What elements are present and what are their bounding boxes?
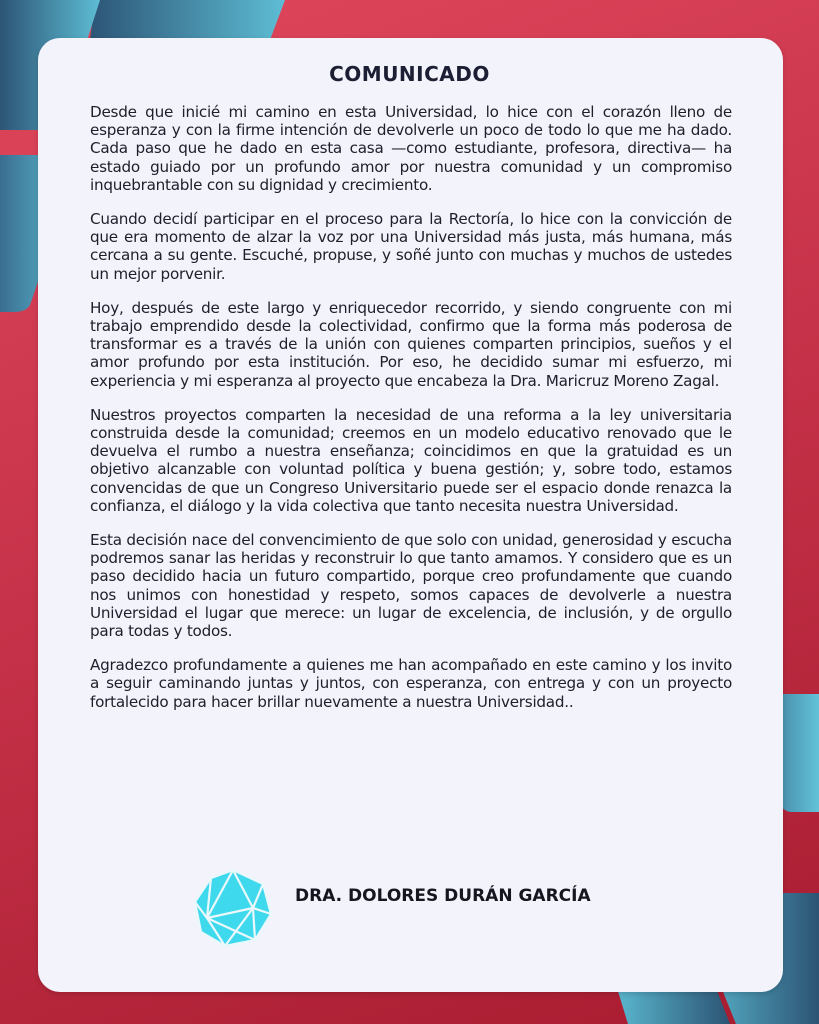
signature-block	[193, 868, 643, 958]
paragraph: Esta decisión nace del convencimiento de que solo con unidad, generosidad y escucha podremos sanar las heridas y reconstruir lo que tanto amamos. Y considero que es un paso decidido hacia un futuro compartido, porque creo profundamente que cuando nos unimos con honestidad y respeto, somos capaces de devolverle a nuestra Universidad el lugar que merece: un lugar de excelencia, de inclusión, y de orgullo para todas y todos.	[90, 531, 732, 641]
top-band-shape	[90, 0, 285, 40]
page-title: COMUNICADO	[329, 62, 490, 86]
paragraph: Cuando decidí participar en el proceso para la Rectoría, lo hice con la convicción de que era momento de alzar la voz por una Universidad más justa, más humana, más cercana a su gente. Escuché, propuse, y soñé junto con muchas y muchos de ustedes un mejor porvenir.	[90, 210, 732, 283]
polyhedron-icon	[193, 868, 273, 948]
paragraph: Desde que inicié mi camino en esta Universidad, lo hice con el corazón lleno de esperanza y con la firme intención de devolverle un poco de todo lo que me ha dado. Cada paso que he dado en esta casa —como estudiante, profesora, directiva— ha estado guiado por un profundo amor por nuestra comunidad y un compromiso inquebrantable con su dignidad y crecimiento.	[90, 103, 732, 194]
paragraph: Nuestros proyectos comparten la necesidad de una reforma a la ley universitaria construida desde la comunidad; creemos en un modelo educativo renovado que le devuelva el rumbo a nuestra enseñanza; coincidimos en que la gratuidad es un objetivo alcanzable con voluntad política y buena gestión; y, sobre todo, estamos convencidas de que un Congreso Universitario puede ser el espacio donde renazca la confianza, el diálogo y la vida colectiva que tanto necesita nuestra Universidad.	[90, 405, 732, 515]
signature-name: DRA. DOLORES DURÁN GARCÍA	[295, 886, 591, 906]
paragraph: Hoy, después de este largo y enriquecedor recorrido, y siendo congruente con mi trabajo emprendido desde la colectividad, confirmo que la forma más poderosa de transformar es a través de la unión con quienes comparten principios, sueños y el amor profundo por esta institución. Por eso, he decidido sumar mi esfuerzo, mi experiencia y mi esperanza al proyecto que encabeza la Dra. Maricruz Moreno Zagal.	[90, 298, 732, 390]
announcement-body	[90, 103, 732, 727]
paragraph: Agradezco profundamente a quienes me han acompañado en este camino y los invito a seguir caminando juntas y juntos, con esperanza, con entrega y con un proyecto fortalecido para hacer brillar nuevamente a nuestra Universidad..	[90, 656, 732, 711]
